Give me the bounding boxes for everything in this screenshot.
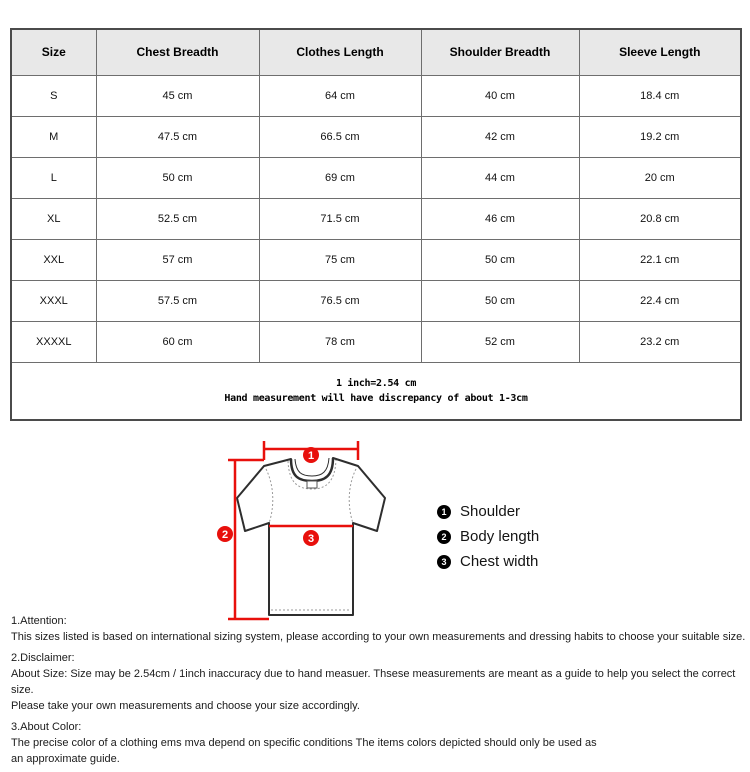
- cell-size: XXL: [11, 239, 96, 280]
- table-footnote-row: [11, 362, 741, 420]
- column-header-clothes-length: Clothes Length: [259, 29, 421, 75]
- cell-chest: 60 cm: [96, 321, 259, 362]
- column-header-sleeve-length: Sleeve Length: [579, 29, 741, 75]
- note-line: About Size: Size may be 2.54cm / 1inch inaccuracy due to hand measuer. Thsese measurements are meant as a guide to help you select the correct size.: [11, 668, 736, 696]
- cell-shoulder: 50 cm: [421, 280, 579, 321]
- size-chart-table: [10, 28, 742, 421]
- table-header-row: [11, 29, 741, 75]
- note-line: Please take your own measurements and choose your size accordingly.: [11, 700, 360, 712]
- note-attention: [11, 613, 748, 645]
- cell-chest: 57 cm: [96, 239, 259, 280]
- cell-length: 78 cm: [259, 321, 421, 362]
- cell-length: 75 cm: [259, 239, 421, 280]
- cell-size: XL: [11, 198, 96, 239]
- inch-conversion-note: 1 inch=2.54 cm: [335, 377, 417, 389]
- legend-item-chest-width: [437, 553, 539, 570]
- notes-section: [11, 613, 748, 772]
- badge-shoulder: [303, 447, 319, 463]
- cell-size: L: [11, 157, 96, 198]
- tshirt-diagram-illustration: [200, 435, 450, 630]
- column-header-size: Size: [11, 29, 96, 75]
- table-row: [11, 198, 741, 239]
- measurement-diagram: [0, 435, 750, 630]
- legend-number-icon: 1: [437, 505, 451, 519]
- cell-size: S: [11, 75, 96, 116]
- svg-text:3: 3: [307, 533, 315, 545]
- collar-tag: [307, 481, 317, 488]
- badge-body-length: [217, 526, 233, 542]
- cell-sleeve: 20.8 cm: [579, 198, 741, 239]
- cell-chest: 52.5 cm: [96, 198, 259, 239]
- table-footnote-cell: [11, 362, 741, 420]
- legend-number-icon: 3: [437, 555, 451, 569]
- note-line: The precise color of a clothing ems mva depend on specific conditions The items colors depicted should only be used as: [11, 737, 597, 749]
- cell-length: 66.5 cm: [259, 116, 421, 157]
- cell-length: 69 cm: [259, 157, 421, 198]
- legend-number-icon: 2: [437, 530, 451, 544]
- table-row: [11, 116, 741, 157]
- note-line: an approximate guide.: [11, 753, 120, 765]
- cell-sleeve: 22.4 cm: [579, 280, 741, 321]
- note-disclaimer: [11, 650, 748, 714]
- note-heading: 3.About Color:: [11, 721, 82, 733]
- cell-shoulder: 50 cm: [421, 239, 579, 280]
- cell-sleeve: 22.1 cm: [579, 239, 741, 280]
- svg-text:2: 2: [221, 529, 229, 541]
- column-header-chest-breadth: Chest Breadth: [96, 29, 259, 75]
- cell-size: XXXXL: [11, 321, 96, 362]
- cell-sleeve: 18.4 cm: [579, 75, 741, 116]
- badge-chest-width: [303, 530, 319, 546]
- cell-sleeve: 19.2 cm: [579, 116, 741, 157]
- table-row: [11, 157, 741, 198]
- cell-shoulder: 42 cm: [421, 116, 579, 157]
- cell-shoulder: 40 cm: [421, 75, 579, 116]
- cell-shoulder: 44 cm: [421, 157, 579, 198]
- measurement-discrepancy-note: Hand measurement will have discrepancy of about 1-3cm: [224, 392, 528, 404]
- note-heading: 2.Disclaimer:: [11, 652, 75, 664]
- cell-length: 76.5 cm: [259, 280, 421, 321]
- cell-chest: 45 cm: [96, 75, 259, 116]
- table-row: [11, 75, 741, 116]
- legend-label: Shoulder: [460, 503, 521, 520]
- table-row: [11, 239, 741, 280]
- column-header-shoulder-breadth: Shoulder Breadth: [421, 29, 579, 75]
- legend-label: Body length: [460, 528, 540, 545]
- cell-size: M: [11, 116, 96, 157]
- legend-label: Chest width: [460, 553, 539, 570]
- legend-item-shoulder: [437, 503, 539, 520]
- cell-sleeve: 20 cm: [579, 157, 741, 198]
- cell-chest: 47.5 cm: [96, 116, 259, 157]
- diagram-legend: [437, 503, 539, 570]
- table-row: [11, 321, 741, 362]
- cell-shoulder: 46 cm: [421, 198, 579, 239]
- legend-item-body-length: [437, 528, 539, 545]
- cell-size: XXXL: [11, 280, 96, 321]
- cell-chest: 50 cm: [96, 157, 259, 198]
- cell-sleeve: 23.2 cm: [579, 321, 741, 362]
- table-row: [11, 280, 741, 321]
- note-line: This sizes listed is based on international sizing system, please according to your own measurements and dressing habits to choose your suitable size.: [11, 631, 746, 643]
- note-about-color: [11, 719, 748, 767]
- note-heading: 1.Attention:: [11, 615, 67, 627]
- cell-length: 71.5 cm: [259, 198, 421, 239]
- svg-text:1: 1: [307, 450, 315, 462]
- cell-length: 64 cm: [259, 75, 421, 116]
- cell-chest: 57.5 cm: [96, 280, 259, 321]
- cell-shoulder: 52 cm: [421, 321, 579, 362]
